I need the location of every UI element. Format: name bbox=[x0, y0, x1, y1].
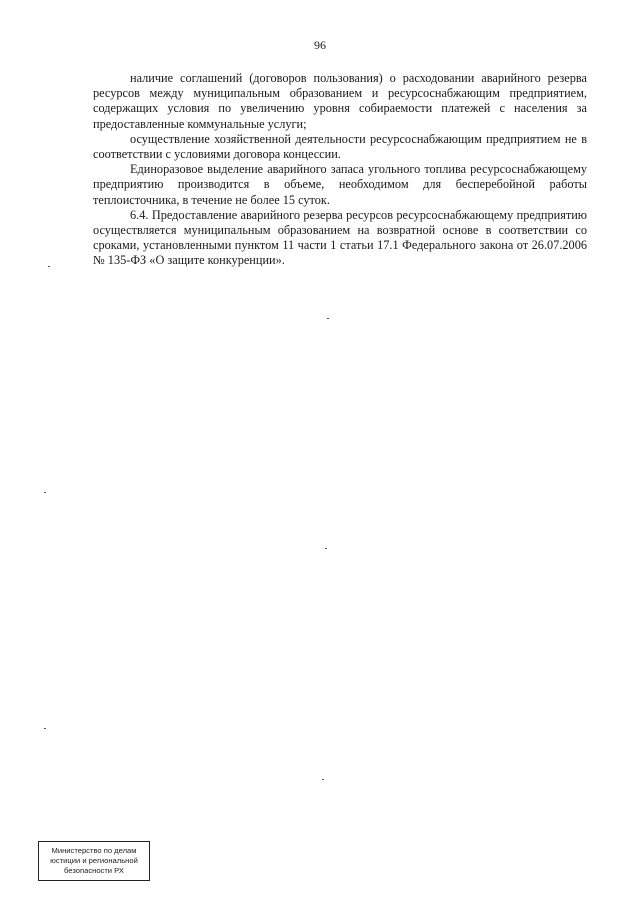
paragraph-coal-allocation: Единоразовое выделение аварийного запаса угольного топлива ресурсоснабжающему предприятию производится в объеме, необходимом для бесперебойной работы теплоисточника, в течение не более 15 суток. bbox=[93, 162, 587, 207]
scan-speck bbox=[48, 266, 50, 267]
body-text bbox=[93, 71, 587, 269]
paragraph-agreements: наличие соглашений (договоров пользования) о расходовании аварийного резерва ресурсов между муниципальным образованием и ресурсоснабжающим предприятием, содержащих условия по увеличению уровня собираемости платежей с населения за предоставленные коммунальные услуги; bbox=[93, 71, 587, 131]
stamp-line-3: безопасности РХ bbox=[64, 866, 124, 875]
paragraph-concession: осуществление хозяйственной деятельности ресурсоснабжающим предприятием не в соответствии с условиями договора концессии. bbox=[93, 131, 587, 162]
scan-speck bbox=[44, 728, 46, 729]
page-number: 96 bbox=[314, 38, 326, 52]
scan-speck bbox=[322, 779, 324, 780]
scan-speck bbox=[44, 492, 46, 493]
scan-speck bbox=[325, 548, 327, 549]
stamp-line-2: юстиции и региональной bbox=[50, 856, 138, 865]
stamp-line-1: Министерство по делам bbox=[51, 846, 137, 855]
scan-speck bbox=[327, 318, 329, 319]
registration-stamp bbox=[38, 841, 150, 881]
paragraph-6-4: 6.4. Предоставление аварийного резерва ресурсов ресурсоснабжающему предприятию осуществляется муниципальным образованием на возвратной основе в соответствии со сроками, установленными пунктом 11 части 1 статьи 17.1 Федерального закона от 26.07.2006 № 135-ФЗ «О защите конкуренции». bbox=[93, 207, 587, 268]
